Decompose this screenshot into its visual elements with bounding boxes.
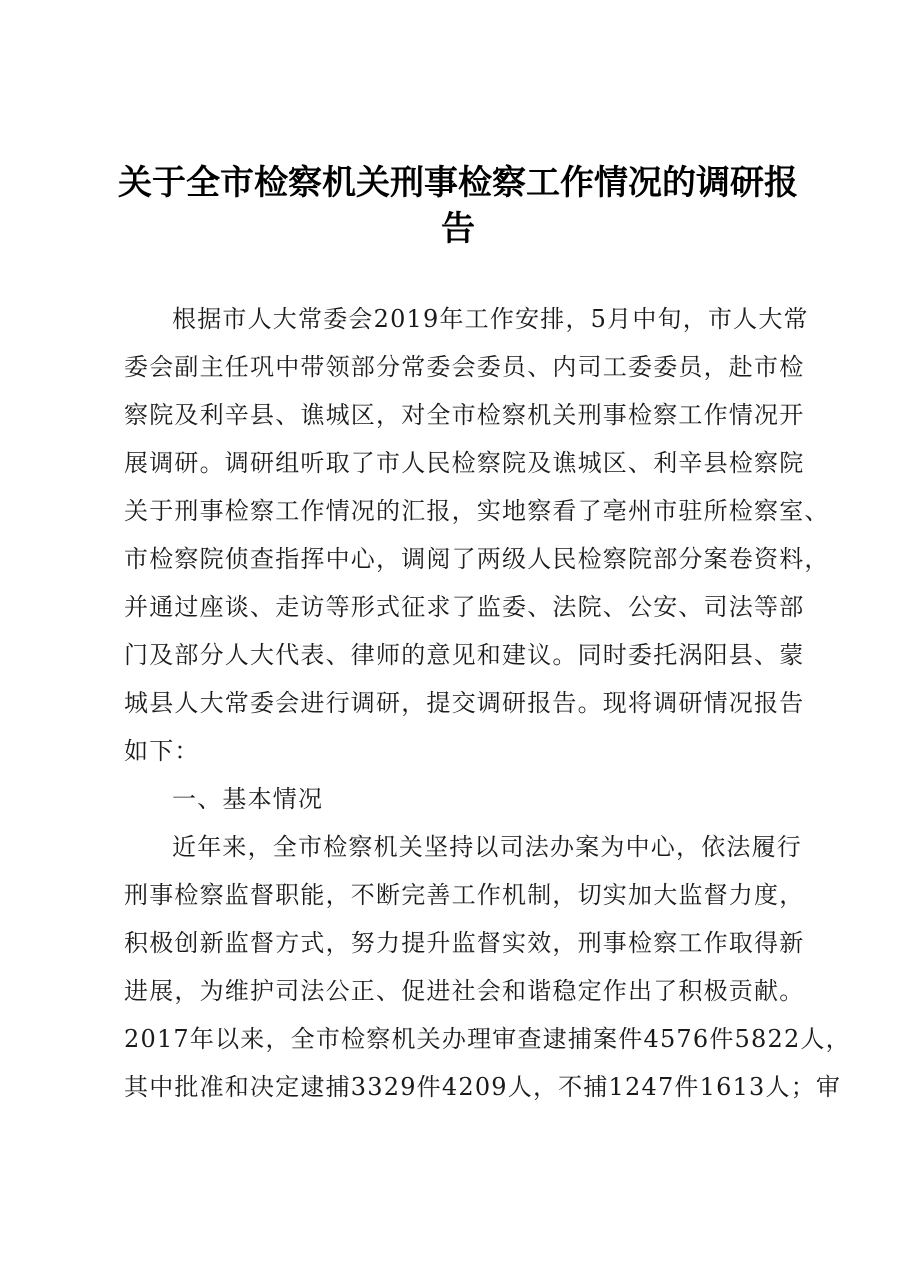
section-heading: 一、基本情况 xyxy=(172,785,324,813)
document-title xyxy=(118,160,798,252)
paragraph-line: 2017年以来，全市检察机关办理审查逮捕案件4576件5822人， xyxy=(124,1025,851,1053)
paragraph-line: 并通过座谈、走访等形式征求了监委、法院、公安、司法等部 xyxy=(124,593,805,621)
paragraph-line: 委会副主任巩中带领部分常委会委员、内司工委委员，赴市检 xyxy=(124,353,805,381)
paragraph-line: 近年来，全市检察机关坚持以司法办案为中心，依法履行 xyxy=(172,833,802,861)
paragraph-line: 进展，为维护司法公正、促进社会和谐稳定作出了积极贡献。 xyxy=(124,977,805,1005)
document-body xyxy=(124,295,851,1111)
title-line-1: 关于全市检察机关刑事检察工作情况的调研报 xyxy=(118,163,798,203)
paragraph-line: 展调研。调研组听取了市人民检察院及谯城区、利辛县检察院 xyxy=(124,449,805,477)
paragraph-line: 积极创新监督方式，努力提升监督实效，刑事检察工作取得新 xyxy=(124,929,805,957)
paragraph-line: 门及部分人大代表、律师的意见和建议。同时委托涡阳县、蒙 xyxy=(124,641,805,669)
paragraph-line: 其中批准和决定逮捕3329件4209人，不捕1247件1613人；审 xyxy=(124,1073,842,1101)
paragraph-line: 关于刑事检察工作情况的汇报，实地察看了亳州市驻所检察室、 xyxy=(124,497,830,525)
paragraph-line: 市检察院侦查指挥中心，调阅了两级人民检察院部分案卷资料， xyxy=(124,545,830,573)
paragraph-line: 城县人大常委会进行调研，提交调研报告。现将调研情况报告 xyxy=(124,689,805,717)
paragraph-line: 根据市人大常委会2019年工作安排，5月中旬，市人大常 xyxy=(172,305,809,333)
paragraph-line: 如下： xyxy=(124,737,200,765)
paragraph-line: 刑事检察监督职能，不断完善工作机制，切实加大监督力度， xyxy=(124,881,805,909)
title-line-2: 告 xyxy=(441,209,475,249)
paragraph-line: 察院及利辛县、谯城区，对全市检察机关刑事检察工作情况开 xyxy=(124,401,805,429)
